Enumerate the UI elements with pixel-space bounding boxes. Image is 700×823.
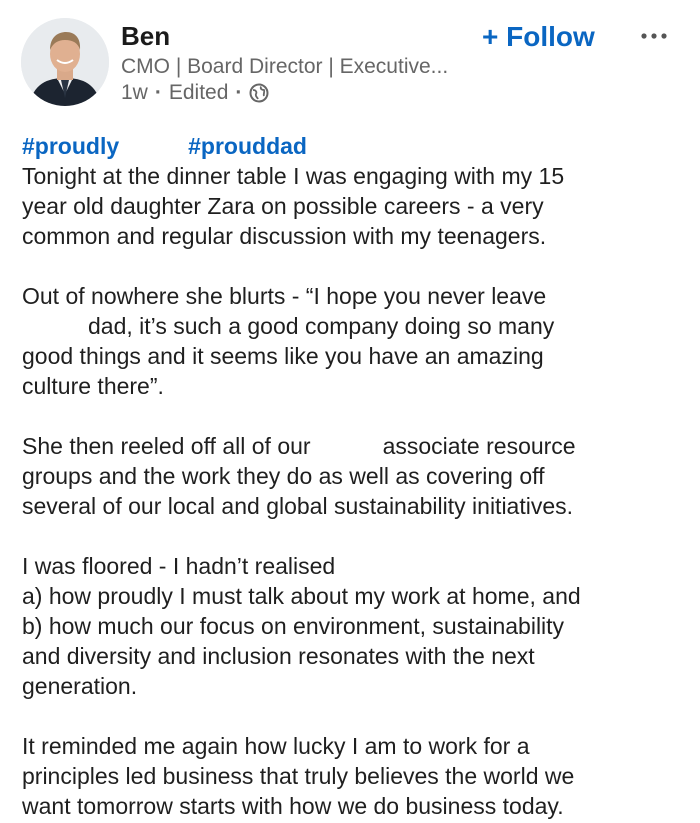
redacted-surname <box>170 26 248 50</box>
author-name[interactable] <box>121 19 248 53</box>
paragraph-spacer <box>22 251 692 281</box>
post-paragraph: It reminded me again how lucky I am to work for a principles led business that truly believes the world we want tomorrow starts with how we do business today. <box>22 733 575 819</box>
post-header <box>0 0 700 120</box>
avatar-photo <box>21 18 109 106</box>
separator-dot: · <box>154 81 162 104</box>
edited-label: Edited <box>168 81 229 104</box>
avatar[interactable] <box>21 18 109 106</box>
hashtag-link[interactable]: #prouddad <box>188 133 307 159</box>
paragraph-line: dad, it’s such a good company doing so many <box>88 313 555 339</box>
post-paragraph <box>22 281 692 401</box>
hashtag-link[interactable]: #proudly <box>22 133 120 159</box>
paragraph-spacer <box>22 521 692 551</box>
paragraph-line: She then reeled off all of our <box>22 433 311 459</box>
paragraph-line: groups and the work they do as well as covering off several of our local and global sustainability initiatives. <box>22 463 574 519</box>
author-name-text[interactable]: Ben <box>121 21 171 51</box>
paragraph-line: Out of nowhere she blurts - “I hope you never leave <box>22 283 547 309</box>
post-paragraph <box>22 431 692 521</box>
hashtag-row <box>22 131 692 161</box>
paragraph-line: good things and it seems like you have an amazing culture there”. <box>22 343 544 399</box>
post-body <box>22 131 692 821</box>
paragraph-spacer <box>22 401 692 431</box>
ellipsis-icon[interactable] <box>637 23 671 49</box>
post-paragraph: I was floored - I hadn’t realised a) how proudly I must talk about my work at home, and b) how much our focus on environment, sustainability and diversity and inclusion resonates with the next generation. <box>22 553 581 699</box>
paragraph-spacer <box>22 701 692 731</box>
paragraph-line: associate resource <box>382 433 576 459</box>
post-time: 1w <box>121 81 148 104</box>
globe-icon <box>249 83 269 103</box>
author-headline: CMO | Board Director | Executive... <box>121 55 449 78</box>
post-paragraph: Tonight at the dinner table I was engaging with my 15 year old daughter Zara on possible careers - a very common and regular discussion with my teenagers. <box>22 163 565 249</box>
post-meta <box>121 79 269 107</box>
separator-dot: · <box>235 81 243 104</box>
follow-button[interactable]: + Follow <box>482 21 595 52</box>
